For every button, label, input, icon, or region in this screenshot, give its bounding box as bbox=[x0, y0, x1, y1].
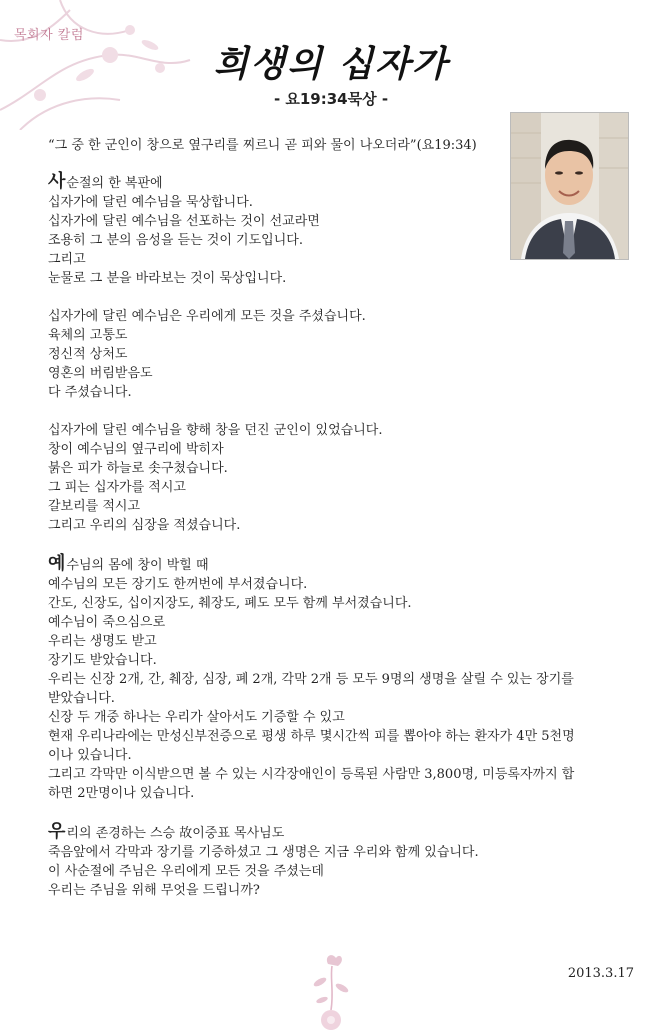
paragraph-line: 다 주셨습니다. bbox=[48, 385, 132, 400]
paragraph-line: 십자가에 달린 예수님을 묵상합니다. bbox=[48, 195, 253, 210]
paragraph-line: 우리는 신장 2개, 간, 췌장, 심장, 폐 2개, 각막 2개 등 모두 9명의 생명을 살릴 수 있는 장기를 bbox=[48, 672, 574, 687]
scripture-quote: “그 중 한 군인이 창으로 옆구리를 찌르니 곧 피와 물이 나오더라”(요19:34) bbox=[48, 138, 477, 153]
article-paragraph bbox=[48, 307, 638, 402]
floral-ornament-bottom bbox=[306, 948, 356, 1034]
paragraph-line: 육체의 고통도 bbox=[48, 328, 128, 343]
paragraph-line: 하면 2만명이나 있습니다. bbox=[48, 786, 195, 801]
drop-cap: 예 bbox=[48, 553, 66, 574]
article-body bbox=[48, 172, 638, 919]
paragraph-first-text: 리의 존경하는 스승 故이중표 목사님도 bbox=[66, 826, 285, 841]
paragraph-line: 눈물로 그 분을 바라보는 것이 묵상입니다. bbox=[48, 271, 287, 286]
article-paragraph bbox=[48, 421, 638, 535]
paragraph-line: 그리고 각막만 이식받으면 볼 수 있는 시각장애인이 등록된 사람만 3,800명, 미등록자까지 합 bbox=[48, 767, 575, 782]
paragraph-first-text: 십자가에 달린 예수님은 우리에게 모든 것을 주셨습니다. bbox=[48, 309, 366, 324]
paragraph-first-text: 순절의 한 복판에 bbox=[66, 176, 163, 191]
article-paragraph bbox=[48, 822, 638, 900]
paragraph-first-line bbox=[48, 822, 638, 843]
paragraph-line: 정신적 상처도 bbox=[48, 347, 128, 362]
paragraph-line: 받았습니다. bbox=[48, 691, 115, 706]
page-subtitle: - 요19:34묵상 - bbox=[273, 90, 389, 108]
paragraph-first-text: 수님의 몸에 창이 박힐 때 bbox=[66, 558, 209, 573]
paragraph-line: 창이 예수님의 옆구리에 박히자 bbox=[48, 442, 224, 457]
paragraph-line: 그리고 bbox=[48, 252, 86, 267]
paragraph-line: 붉은 피가 하늘로 솟구쳤습니다. bbox=[48, 461, 228, 476]
paragraph-line: 그 피는 십자가를 적시고 bbox=[48, 480, 186, 495]
paragraph-line: 우리는 주님을 위해 무엇을 드립니까? bbox=[48, 883, 260, 898]
paragraph-line: 이 사순절에 주님은 우리에게 모든 것을 주셨는데 bbox=[48, 864, 324, 879]
article-paragraph bbox=[48, 554, 638, 803]
paragraph-first-line bbox=[48, 554, 638, 575]
paragraph-first-line bbox=[48, 421, 638, 440]
page-title: 희생의 십자가 bbox=[213, 43, 449, 85]
paragraph-line: 영혼의 버림받음도 bbox=[48, 366, 153, 381]
paragraph-line: 현재 우리나라에는 만성신부전증으로 평생 하루 몇시간씩 피를 뽑아야 하는 환자가 4만 5천명 bbox=[48, 729, 575, 744]
paragraph-line: 간도, 신장도, 십이지장도, 췌장도, 폐도 모두 함께 부서졌습니다. bbox=[48, 596, 412, 611]
drop-cap: 사 bbox=[48, 171, 66, 192]
paragraph-line: 신장 두 개중 하나는 우리가 살아서도 기증할 수 있고 bbox=[48, 710, 345, 725]
paragraph-line: 예수님의 모든 장기도 한꺼번에 부서졌습니다. bbox=[48, 577, 308, 592]
paragraph-line: 예수님이 죽으심으로 bbox=[48, 615, 166, 630]
paragraph-line: 죽음앞에서 각막과 장기를 기증하셨고 그 생명은 지금 우리와 함께 있습니다. bbox=[48, 845, 479, 860]
paragraph-line: 장기도 받았습니다. bbox=[48, 653, 157, 668]
paragraph-line: 그리고 우리의 심장을 적셨습니다. bbox=[48, 518, 241, 533]
paragraph-line: 우리는 생명도 받고 bbox=[48, 634, 157, 649]
paragraph-first-line bbox=[48, 307, 638, 326]
article-paragraph bbox=[48, 172, 638, 288]
column-label: 목회자 칼럼 bbox=[14, 28, 84, 43]
paragraph-line: 십자가에 달린 예수님을 선포하는 것이 선교라면 bbox=[48, 214, 320, 229]
paragraph-line: 갈보리를 적시고 bbox=[48, 499, 141, 514]
paragraph-line: 이나 있습니다. bbox=[48, 748, 132, 763]
drop-cap: 우 bbox=[48, 821, 66, 842]
publish-date: 2013.3.17 bbox=[567, 966, 634, 981]
paragraph-first-text: 십자가에 달린 예수님을 향해 창을 던진 군인이 있었습니다. bbox=[48, 423, 383, 438]
paragraph-line: 조용히 그 분의 음성을 듣는 것이 기도입니다. bbox=[48, 233, 303, 248]
paragraph-first-line bbox=[48, 172, 638, 193]
